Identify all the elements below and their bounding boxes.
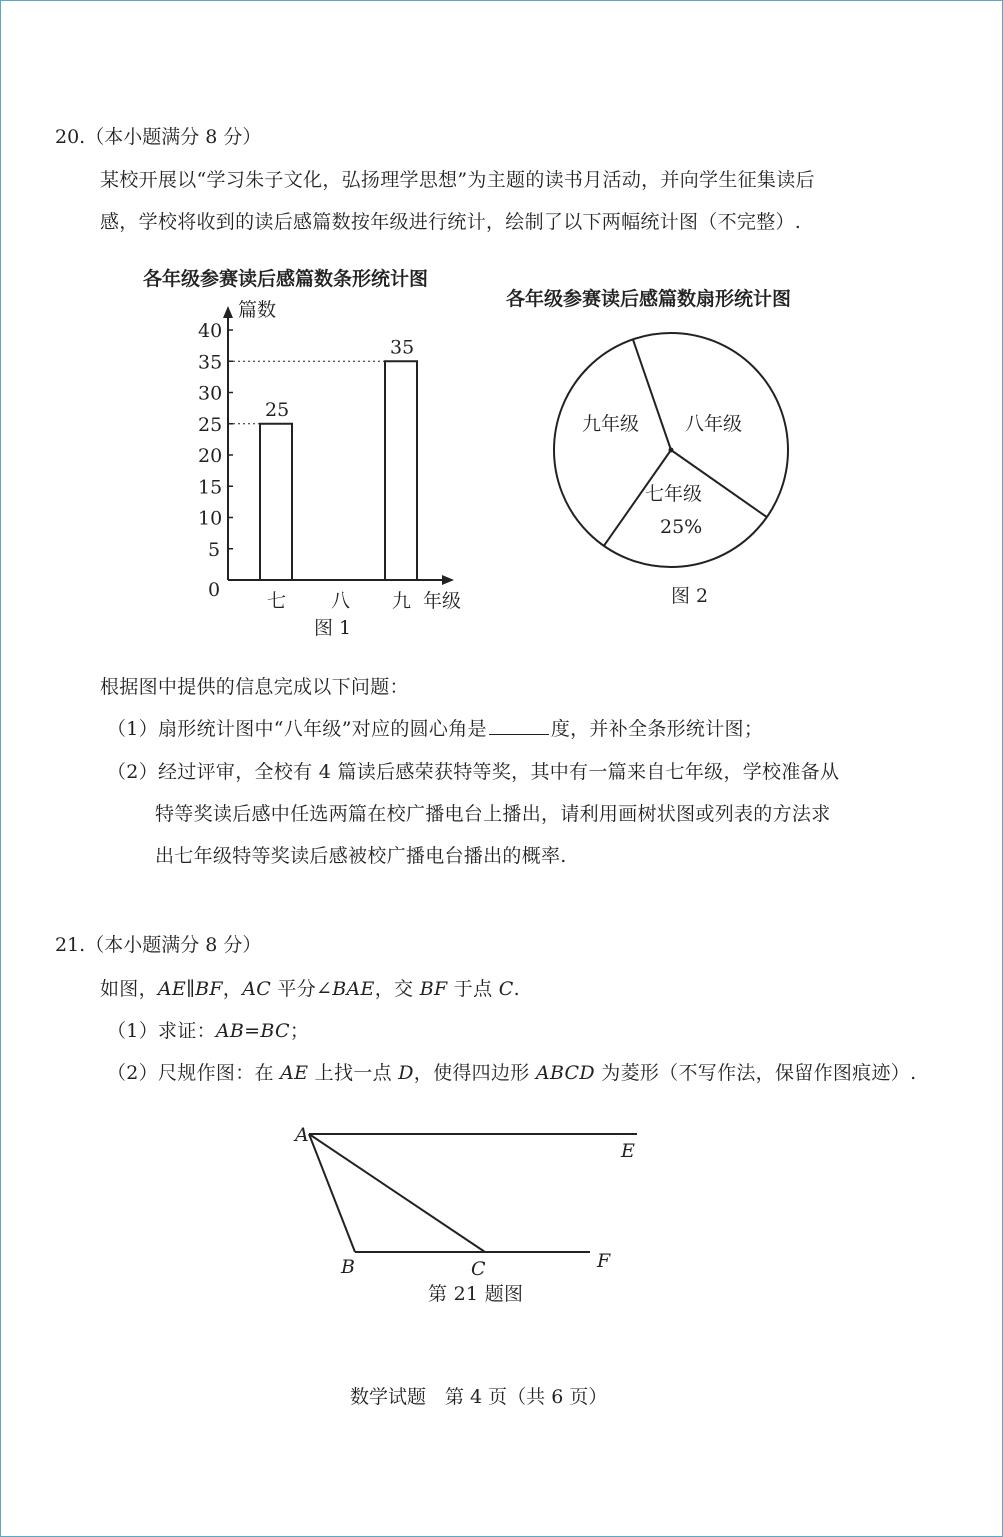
- x-axis-label: 年级: [423, 590, 462, 612]
- pie-slice-label: 七年级: [645, 483, 703, 505]
- bar: [260, 424, 292, 580]
- q21-math: D: [398, 1062, 414, 1084]
- y-tick-label: 20: [198, 445, 223, 467]
- q21-text: 如图，: [100, 978, 158, 1000]
- q21-text: .: [513, 978, 520, 1000]
- y-tick-label: 10: [198, 507, 223, 530]
- x-axis-arrow: [442, 575, 454, 585]
- q20-intro-line1: 某校开展以“学习朱子文化，弘扬理学思想”为主题的读书月活动，并向学生征集读后: [100, 169, 815, 191]
- q20-part1-text: （1）扇形统计图中“八年级”对应的圆心角是: [107, 718, 487, 740]
- answer-blank[interactable]: [489, 733, 549, 735]
- point-label-c: C: [471, 1258, 486, 1280]
- q20-part1-text-end: 度，并补全条形统计图；: [550, 718, 764, 740]
- point-label-b: B: [341, 1256, 355, 1278]
- y-tick-label: 40: [198, 320, 223, 342]
- segment-ab: [309, 1134, 355, 1252]
- pie-chart-title: 各年级参赛读后感篇数扇形统计图: [506, 288, 792, 310]
- x-tick-label: 九: [392, 590, 412, 612]
- data-label: 35: [390, 336, 415, 359]
- q20-intro-line2: 感，学校将收到的读后感篇数按年级进行统计，绘制了以下两幅统计图（不完整）.: [100, 211, 802, 233]
- q21-part1: [107, 1022, 309, 1041]
- x-tick-label: 七: [267, 590, 287, 612]
- y-tick-label: 15: [198, 476, 223, 499]
- q21-text: 于点: [447, 978, 499, 1000]
- bar-chart-title: 各年级参赛读后感篇数条形统计图: [143, 268, 429, 290]
- segment-ac: [309, 1134, 485, 1252]
- q21-math: BF: [419, 978, 448, 1000]
- y-axis-arrow: [223, 306, 233, 318]
- bar: [385, 361, 417, 580]
- pie-slice-label: 九年级: [582, 413, 640, 435]
- q20-part2-line1: （2）经过评审，全校有 4 篇读后感荣获特等奖，其中有一篇来自七年级，学校准备从: [107, 761, 840, 783]
- pie-chart-caption: 图 2: [671, 585, 709, 607]
- point-label-a: A: [295, 1124, 309, 1146]
- y-tick-label: 0: [208, 579, 221, 601]
- q21-header: 21.（本小题满分 8 分）: [55, 934, 262, 956]
- pie-slice-label: 八年级: [685, 413, 743, 435]
- q21-math: AE∥BF: [157, 978, 223, 1000]
- q20-part2-line2: 特等奖读后感中任选两篇在校广播电台上播出，请利用画树状图或列表的方法求: [155, 803, 831, 825]
- q21-text: ，交: [374, 978, 420, 1000]
- y-axis-label: 篇数: [238, 299, 277, 321]
- q21-text: ，使得四边形: [413, 1062, 536, 1084]
- pie-chart: [540, 320, 800, 620]
- q21-text: 为菱形（不写作法，保留作图痕迹）.: [594, 1062, 917, 1084]
- y-tick-label: 35: [198, 351, 223, 374]
- q21-text: ，: [222, 978, 243, 1000]
- q21-text: （2）尺规作图：在: [107, 1062, 281, 1084]
- q21-figure-caption: 第 21 题图: [428, 1283, 524, 1305]
- q21-text: ；: [289, 1020, 310, 1042]
- point-label-e: E: [621, 1140, 635, 1162]
- q21-math: C: [498, 978, 514, 1000]
- page-footer: 数学试题 第 4 页（共 6 页）: [350, 1386, 608, 1408]
- q21-math: ABCD: [535, 1062, 595, 1084]
- bar-chart-caption: 图 1: [314, 617, 352, 639]
- data-label: 25: [265, 398, 290, 421]
- q21-part2: [107, 1064, 916, 1083]
- q21-line1: [100, 980, 520, 999]
- q21-math: AE: [280, 1062, 309, 1084]
- q21-math: AB=BC: [215, 1020, 290, 1042]
- y-tick-label: 5: [208, 538, 221, 561]
- q21-text: （1）求证：: [107, 1020, 216, 1042]
- q20-prompt: 根据图中提供的信息完成以下问题：: [100, 676, 409, 698]
- q21-math: AC: [242, 978, 272, 1000]
- y-tick-label: 25: [198, 413, 223, 436]
- q21-math: BAE: [332, 978, 375, 1000]
- x-tick-label: 八: [331, 590, 351, 612]
- pie-slice-percent: 25%: [660, 516, 703, 538]
- q20-part1: [107, 720, 763, 739]
- q21-text: 上找一点: [308, 1062, 399, 1084]
- q20-header: 20.（本小题满分 8 分）: [55, 126, 262, 148]
- q20-part2-line3: 出七年级特等奖读后感被校广播电台播出的概率.: [155, 845, 567, 867]
- y-tick-label: 30: [198, 382, 223, 405]
- bar-chart: [190, 290, 480, 650]
- q21-text: 平分∠: [271, 978, 333, 1000]
- point-label-f: F: [597, 1250, 611, 1272]
